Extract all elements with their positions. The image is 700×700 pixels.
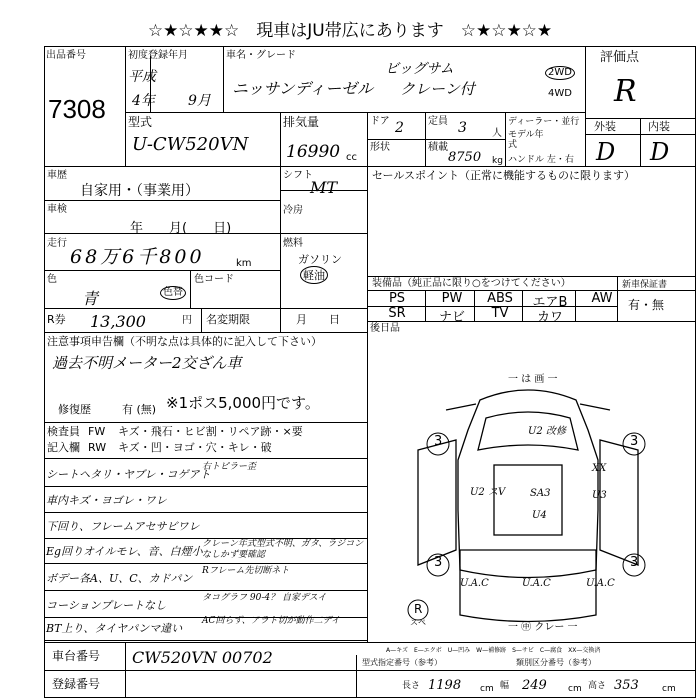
- mirror-left: [446, 404, 476, 410]
- drive-2wd: 2WD: [545, 66, 575, 80]
- equipment-item: カワ: [536, 310, 563, 325]
- equipment-label: 装備品（純正品に限り○をつけてください）: [372, 278, 571, 289]
- mark-right: U3: [592, 490, 607, 501]
- note-line-right: Rフレーム先切断ネト: [202, 566, 290, 576]
- capacity-label: 定員: [428, 116, 448, 127]
- doors-value: 2: [395, 120, 404, 136]
- mark-roof: U2 改修: [528, 426, 566, 437]
- height-value: 353: [614, 678, 639, 693]
- displacement-value: 16990: [286, 142, 341, 162]
- warranty-label: 新車保証書: [622, 280, 668, 290]
- wheel-label-fl: 3: [434, 434, 443, 449]
- history-value: 自家用・（事業用）: [80, 183, 199, 199]
- handle-label: ハンドル 左・右: [508, 155, 574, 165]
- mark-rear-center: U.A.C: [522, 578, 551, 589]
- first-registration-label: 初度登録年月: [128, 50, 188, 61]
- posting-fee-note: ※1ポス5,000円です。: [166, 394, 320, 412]
- note-line: ボデー各A、U、C、カドパン: [46, 572, 193, 585]
- interior-label: 内装: [648, 120, 670, 133]
- mileage-label: 走行: [47, 238, 67, 249]
- rw-label: RW: [88, 441, 107, 454]
- inspection-label: 車検: [47, 204, 67, 215]
- equipment-item: AW: [591, 291, 613, 306]
- diagram-top-label: 一 は 画 一: [508, 374, 558, 385]
- mark-right-front: XX: [592, 463, 607, 474]
- tax-value: 月 日: [296, 313, 340, 326]
- fuel-label: 燃料: [283, 238, 303, 249]
- exterior-grade: D: [596, 138, 616, 166]
- vehicle-grade-crane: クレーン付: [400, 80, 475, 98]
- color-value: 青: [82, 289, 99, 308]
- width-label: 幅: [500, 681, 510, 691]
- sales-point-label: セールスポイント（正常に機能するものに限ります）: [372, 169, 636, 182]
- drive-4wd: 4WD: [548, 88, 572, 99]
- listing-number: 7308: [48, 94, 106, 124]
- fw-label: FW: [88, 425, 106, 438]
- note-line-right: クレーン年式型式不明、ガタ、ラジコンなしかず要確認: [202, 539, 364, 560]
- spare-label: R: [414, 602, 423, 616]
- color-label: 色: [47, 274, 57, 285]
- mark-rear-left: U.A.C: [460, 578, 489, 589]
- fuel-gasoline: ガソリン: [298, 253, 342, 266]
- recorder-label: 記入欄: [47, 441, 80, 454]
- registration-label: 登録番号: [52, 677, 101, 691]
- declaration-value: 過去不明メーター2交ざん車: [52, 354, 242, 372]
- score-value: R: [614, 74, 637, 109]
- equipment-item: SR: [388, 306, 406, 321]
- spare-sub: スペ: [410, 618, 426, 627]
- diagram-bottom-label: 一 ㊥ クレー 一: [508, 622, 578, 633]
- inspector-label: 検査員: [47, 425, 80, 438]
- registration-era: 平成: [128, 69, 156, 85]
- mirror-right: [580, 404, 610, 410]
- after-items-label: 後日品: [370, 323, 400, 334]
- note-line-right: AC回らず、アラト切が動作二デイ: [202, 616, 341, 626]
- load-value: 8750: [448, 150, 482, 165]
- chassis-label: 車台番号: [52, 649, 101, 663]
- note-line: BT上り、タイヤパンマ違い: [46, 622, 183, 635]
- length-label: 長さ: [402, 681, 421, 691]
- shape-label: 形状: [370, 142, 390, 153]
- load-label: 積載: [428, 142, 448, 153]
- note-line: シートヘタリ・ヤブレ・コゲアト: [46, 468, 211, 481]
- width-value: 249: [522, 678, 547, 693]
- listing-number-label: 出品番号: [46, 50, 86, 61]
- wheel-label-fr: 3: [630, 434, 639, 449]
- km-unit: km: [236, 258, 252, 269]
- damage-legend: A—キズ E—エクボ U—凹み W—補修跡 S—サビ C—腐食 XX—交換済: [386, 647, 601, 654]
- equipment-item: エアB: [532, 295, 568, 310]
- recycle-value: 13,300: [90, 312, 146, 331]
- note-line: 車内キズ・ヨゴレ・ワレ: [46, 494, 167, 507]
- class-label: 類別区分番号（参考）: [516, 658, 596, 667]
- left-door: [418, 440, 456, 565]
- mileage-value: 68万6千800: [70, 246, 205, 268]
- repair-label: 修復歴: [58, 403, 91, 416]
- score-label: 評価点: [600, 50, 640, 65]
- note-line-right: タコグラフ 90-4？ 自家デスイ: [202, 593, 327, 603]
- displacement-label: 排気量: [283, 115, 320, 129]
- right-door: [600, 440, 638, 565]
- fuel-diesel: 軽油: [300, 266, 328, 284]
- mark-left: U2 スV: [470, 487, 506, 498]
- wheel-label-rr: 3: [630, 555, 639, 570]
- cert-label: 型式指定番号（参考）: [362, 658, 442, 667]
- tax-label: 名変期限: [206, 313, 250, 326]
- history-label: 車歴: [47, 170, 67, 181]
- note-line-right: 右トピラー歪: [202, 462, 257, 472]
- recycle-yen: 円: [182, 315, 192, 326]
- model-year-label: モデル年式: [508, 130, 544, 150]
- doors-label: ドア: [370, 116, 390, 127]
- model-value: U-CW520VN: [132, 134, 249, 155]
- note-line: Eg回りオイルモレ、音、白煙小: [46, 545, 203, 558]
- vehicle-name: ニッサンディーゼル: [232, 79, 373, 98]
- mark-center-lower: U4: [532, 510, 547, 521]
- fw-items: キズ・飛石・ヒビ割・リペア跡・×要: [118, 425, 303, 438]
- equipment-item: PS: [388, 291, 406, 306]
- equipment-item: PW: [441, 291, 463, 306]
- recycle-label: R券: [47, 313, 66, 326]
- rw-items: キズ・凹・ヨゴ・穴・キレ・破: [118, 441, 272, 454]
- mark-rear-right: U.A.C: [586, 578, 615, 589]
- height-unit: cm: [662, 684, 676, 694]
- color-code-label: 色コード: [194, 274, 234, 285]
- kg-unit: kg: [492, 156, 503, 166]
- declaration-label: 注意事項申告欄（不明な点は具体的に記入して下さい）: [47, 335, 322, 348]
- capacity-value: 3: [458, 120, 467, 136]
- mark-center: SA3: [530, 488, 551, 499]
- color-change: 色替: [160, 286, 186, 300]
- length-value: 1198: [428, 678, 462, 693]
- shift-label: シフト: [283, 170, 313, 181]
- interior-grade: D: [650, 138, 670, 166]
- note-line: コーションプレートなし: [46, 599, 167, 612]
- width-unit: cm: [568, 684, 582, 694]
- height-label: 高さ: [588, 681, 607, 691]
- warranty-value: 有・無: [628, 298, 665, 312]
- header-banner: ☆★☆★★☆ 現車はJU帯広にあります ☆★☆★☆★: [147, 21, 553, 41]
- length-unit: cm: [480, 684, 494, 694]
- dealer-label: ディーラー・並行: [508, 117, 580, 127]
- shift-value: MT: [310, 178, 338, 197]
- name-grade-label: 車名・グレード: [226, 50, 296, 61]
- exterior-label: 外装: [594, 120, 616, 133]
- ac-label: 冷房: [283, 205, 303, 216]
- equipment-item: ナビ: [438, 310, 465, 325]
- model-label: 型式: [128, 115, 153, 129]
- equipment-item: ABS: [487, 291, 513, 306]
- registration-year: 4年: [132, 93, 155, 109]
- inner-cab: [494, 465, 562, 535]
- inspection-value: 年 月( 日): [130, 221, 232, 236]
- persons-unit: 人: [492, 128, 502, 139]
- repair-value: 有 (無): [122, 403, 157, 416]
- cc-unit: cc: [346, 152, 357, 163]
- chassis-value: CW520VN 00702: [132, 648, 273, 667]
- equipment-item: TV: [491, 306, 509, 321]
- note-line: 下回り、フレームアセサビワレ: [46, 520, 200, 533]
- wheel-label-rl: 3: [434, 555, 443, 570]
- registration-month: 9月: [188, 93, 211, 109]
- vehicle-grade: ビッグサム: [385, 61, 454, 77]
